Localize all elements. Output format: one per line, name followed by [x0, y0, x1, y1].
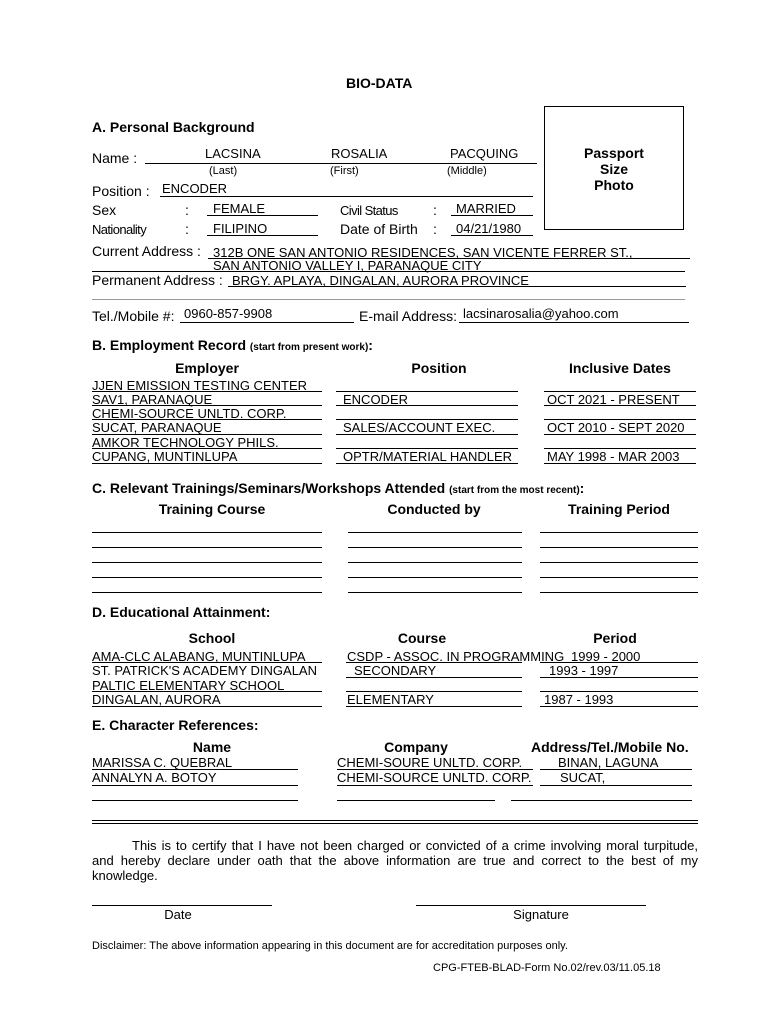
employment-row1-employer-line1: JJEN EMISSION TESTING CENTER [92, 378, 308, 393]
education-row2-period: 1993 - 1997 [549, 663, 619, 678]
last-name-caption: (Last) [209, 165, 238, 177]
civil-status-colon: : [433, 202, 437, 218]
nationality-underline [207, 235, 318, 236]
training-blank-line [348, 577, 522, 578]
reference-row2-name: ANNALYN A. BOTOY [92, 770, 217, 785]
row-underline [337, 785, 533, 786]
first-name-caption: (First) [330, 165, 359, 177]
section-trainings-title: C. Relevant Trainings/Seminars/Workshops Attended [92, 480, 446, 496]
section-employment-note: (start from present work) [249, 342, 369, 353]
education-row2-course: SECONDARY [354, 663, 437, 678]
row-underline [336, 405, 518, 406]
section-education-heading: D. Educational Attainment: [92, 604, 271, 620]
section-trainings-note: (start from the most recent) [449, 485, 580, 496]
page-title: BIO-DATA [346, 75, 413, 91]
reference-blank-line [511, 800, 692, 801]
employment-header-employer: Employer [175, 360, 239, 376]
section-employment-title: B. Employment Record [92, 337, 247, 353]
education-row1-school: AMA-CLC ALABANG, MUNTINLUPA [92, 649, 306, 664]
employment-row2-position: SALES/ACCOUNT EXEC. [343, 420, 496, 435]
training-blank-line [540, 547, 698, 548]
employment-row3-dates: MAY 1998 - MAR 2003 [547, 449, 680, 464]
training-blank-line [540, 562, 698, 563]
section-divider [92, 820, 698, 824]
signature-label: Signature [513, 907, 569, 922]
middle-name-value[interactable]: PACQUING [450, 146, 519, 161]
reference-row1-address: BINAN, LAGUNA [558, 755, 659, 770]
row-underline [346, 706, 522, 707]
row-underline [540, 677, 698, 678]
employment-row2-employer-line2: SUCAT, PARANAQUE [92, 420, 222, 435]
section-trainings-heading: C. Relevant Trainings/Seminars/Workshops Attended (start from the most recent): [92, 480, 585, 496]
tel-value[interactable]: 0960-857-9908 [184, 306, 273, 321]
position-value[interactable]: ENCODER [162, 181, 228, 196]
employment-row1-dates: OCT 2021 - PRESENT [547, 392, 680, 407]
row-underline [346, 677, 522, 678]
reference-row2-address: SUCAT, [560, 770, 606, 785]
name-underline [145, 163, 537, 164]
dob-label: Date of Birth [340, 221, 418, 237]
civil-status-underline [451, 215, 533, 216]
education-header-course: Course [397, 630, 447, 646]
last-name-value[interactable]: LACSINA [205, 146, 261, 161]
permanent-address-underline2 [92, 299, 685, 300]
training-blank-line [92, 592, 322, 593]
employment-row3-position: OPTR/MATERIAL HANDLER [343, 449, 513, 464]
email-label: E-mail Address: [359, 308, 458, 324]
training-blank-line [92, 547, 322, 548]
passport-photo-box [544, 106, 684, 230]
date-line[interactable] [92, 905, 272, 906]
photo-label-line1: Passport [584, 145, 644, 161]
dob-underline [451, 235, 533, 236]
signature-line[interactable] [416, 905, 646, 906]
position-label: Position : [92, 183, 150, 199]
row-underline [92, 706, 322, 707]
training-blank-line [348, 532, 522, 533]
photo-label-line3: Photo [594, 177, 634, 193]
certification-text: This is to certify that I have not been charged or convicted of a crime involving moral turpitude, and hereby declare under oath that the above information are true and correct to the best of my knowledge. [92, 838, 698, 883]
education-header-period: Period [593, 630, 637, 646]
section-references-heading: E. Character References: [92, 717, 259, 733]
dob-colon: : [433, 221, 437, 237]
training-blank-line [92, 562, 322, 563]
tel-underline [180, 322, 354, 323]
permanent-address-value[interactable]: BRGY. APLAYA, DINGALAN, AURORA PROVINCE [232, 273, 529, 288]
trainings-header-conducted: Conducted by [387, 501, 481, 517]
row-underline [540, 706, 698, 707]
training-blank-line [348, 547, 522, 548]
reference-row1-company: CHEMI-SOURE UNLTD. CORP. [337, 755, 523, 770]
nationality-value[interactable]: FILIPINO [213, 221, 268, 236]
education-row1-period: 1999 - 2000 [571, 649, 641, 664]
row-underline [92, 785, 298, 786]
email-value[interactable]: lacsinarosalia@yahoo.com [463, 306, 619, 321]
training-blank-line [540, 592, 698, 593]
photo-label-line2: Size [599, 161, 628, 177]
education-row3-school-line1: PALTIC ELEMENTARY SCHOOL [92, 678, 285, 693]
middle-name-caption: (Middle) [447, 165, 487, 177]
trainings-header-period: Training Period [568, 501, 670, 517]
reference-row2-company: CHEMI-SOURCE UNLTD. CORP. [337, 770, 532, 785]
training-blank-line [348, 562, 522, 563]
date-label: Date [164, 907, 192, 922]
employment-header-position: Position [411, 360, 467, 376]
current-address-line2[interactable]: SAN ANTONIO VALLEY I, PARANAQUE CITY [213, 258, 482, 273]
sex-label: Sex [92, 202, 117, 218]
dob-value[interactable]: 04/21/1980 [456, 221, 522, 236]
education-header-school: School [188, 630, 236, 646]
education-row3-school-line2: DINGALAN, AURORA [92, 692, 221, 707]
form-code: CPG-FTEB-BLAD-Form No.02/rev.03/11.05.18 [433, 962, 661, 974]
employment-row2-employer-line1: CHEMI-SOURCE UNLTD. CORP. [92, 406, 287, 421]
reference-blank-line [337, 800, 495, 801]
employment-row1-position: ENCODER [343, 392, 409, 407]
sex-value[interactable]: FEMALE [213, 201, 266, 216]
row-underline [92, 463, 322, 464]
education-row1-course: CSDP - ASSOC. IN PROGRAMMING [347, 649, 565, 664]
nationality-colon: : [185, 221, 189, 237]
row-underline [544, 434, 696, 435]
section-employment-heading: B. Employment Record (start from present work): [92, 337, 373, 353]
trainings-header-course: Training Course [158, 501, 266, 517]
training-blank-line [92, 577, 322, 578]
employment-row3-employer-line2: CUPANG, MUNTINLUPA [92, 449, 238, 464]
row-underline [544, 405, 696, 406]
permanent-address-label: Permanent Address : [92, 272, 223, 288]
section-personal-heading: A. Personal Background [92, 119, 255, 135]
employment-row3-employer-line1: AMKOR TECHNOLOGY PHILS. [92, 435, 279, 450]
education-row3-course: ELEMENTARY [347, 692, 434, 707]
row-underline [336, 434, 518, 435]
disclaimer-text: Disclaimer: The above information appearing in this document are for accreditation purposes only. [92, 940, 568, 952]
first-name-value[interactable]: ROSALIA [331, 146, 388, 161]
employment-row2-dates: OCT 2010 - SEPT 2020 [547, 420, 685, 435]
position-underline [160, 196, 533, 197]
civil-status-label: Civil Status [340, 203, 398, 218]
reference-blank-line [92, 800, 298, 801]
training-blank-line [540, 577, 698, 578]
row-underline [540, 785, 692, 786]
sex-underline [207, 215, 318, 216]
references-header-address: Address/Tel./Mobile No. [531, 739, 689, 755]
tel-label: Tel./Mobile #: [92, 308, 175, 324]
permanent-address-underline1 [228, 286, 686, 287]
reference-row1-name: MARISSA C. QUEBRAL [92, 755, 233, 770]
references-header-name: Name [192, 739, 232, 755]
row-underline [336, 463, 518, 464]
employment-header-dates: Inclusive Dates [569, 360, 671, 376]
employment-row1-employer-line2: SAV1, PARANAQUE [92, 392, 213, 407]
training-blank-line [540, 532, 698, 533]
training-blank-line [92, 532, 322, 533]
name-label: Name : [92, 150, 138, 166]
education-row2-school: ST. PATRICK'S ACADEMY DINGALAN [92, 663, 317, 678]
references-header-company: Company [384, 739, 448, 755]
row-underline [544, 463, 696, 464]
training-blank-line [348, 592, 522, 593]
current-address-line1[interactable]: 312B ONE SAN ANTONIO RESIDENCES, SAN VICENTE FERRER ST., [213, 245, 633, 260]
civil-status-value[interactable]: MARRIED [456, 201, 516, 216]
current-address-label: Current Address : [92, 243, 201, 259]
education-row3-period: 1987 - 1993 [544, 692, 614, 707]
sex-colon: : [185, 202, 189, 218]
nationality-label: Nationality [92, 222, 147, 237]
email-underline [459, 322, 689, 323]
